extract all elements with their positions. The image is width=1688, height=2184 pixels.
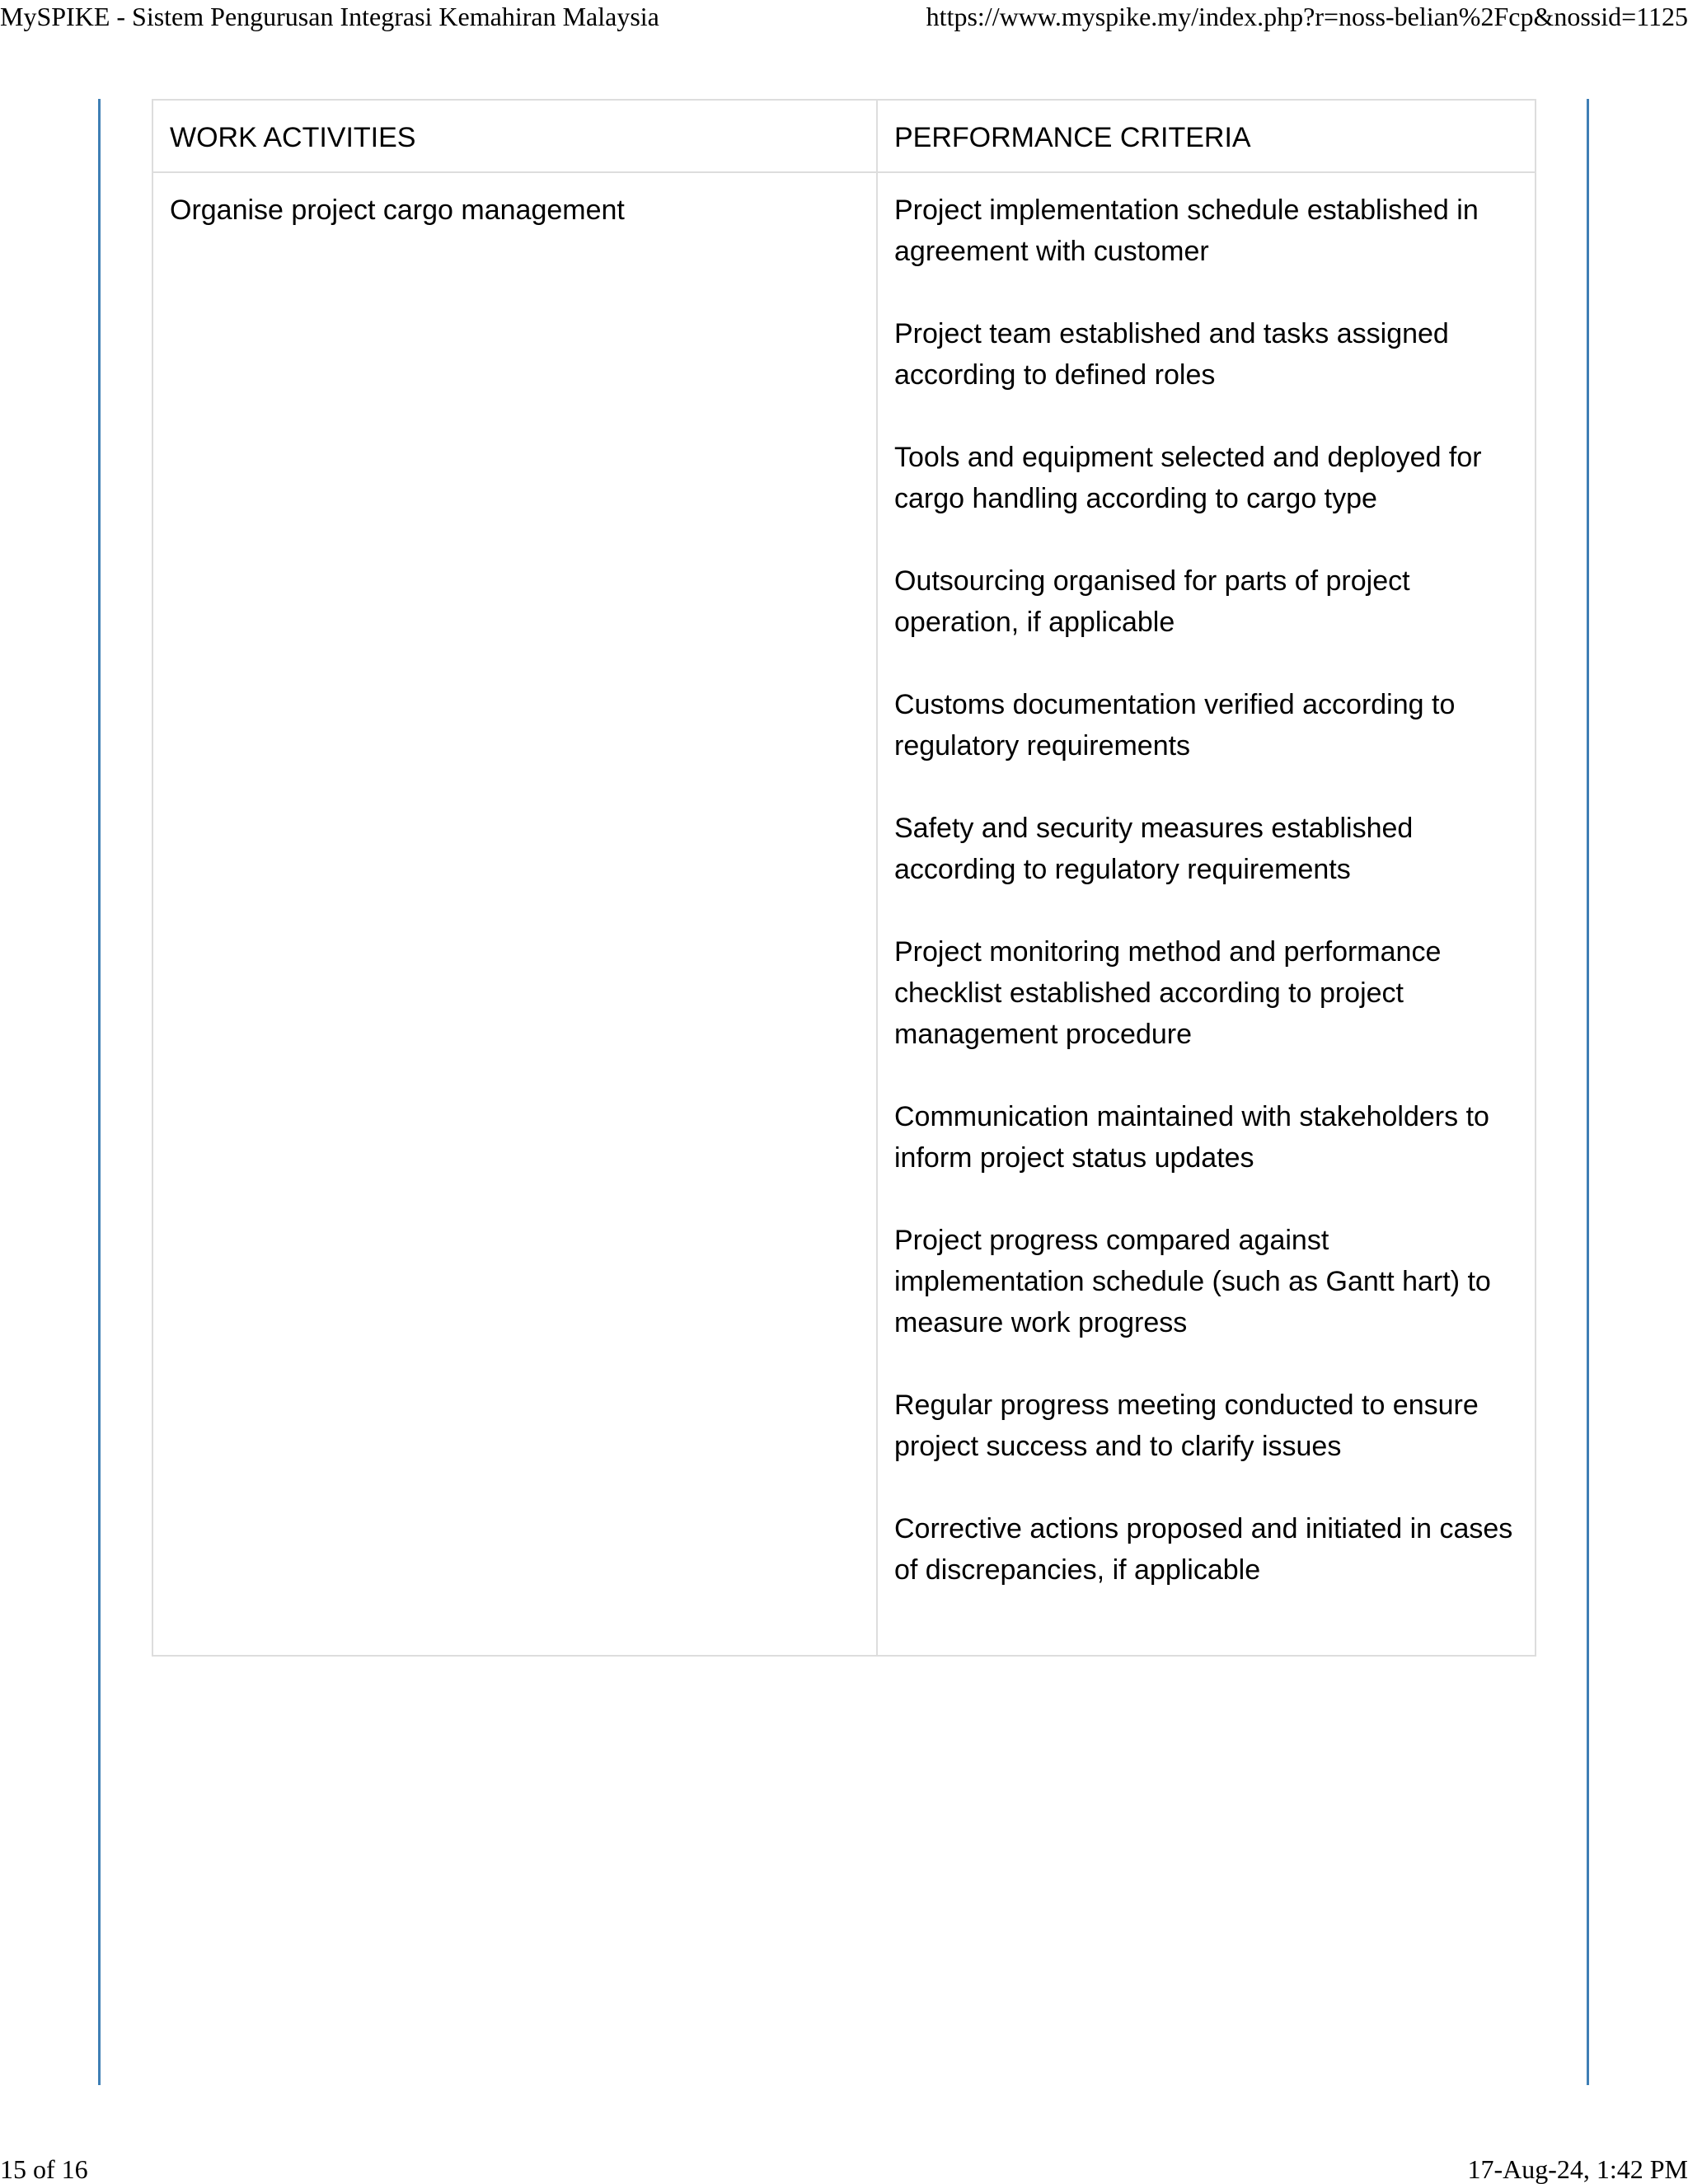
- table-header-row: [152, 100, 1536, 172]
- performance-criterion: Safety and security measures established according to regulatory requirements: [894, 813, 1414, 885]
- performance-criterion: Corrective actions proposed and initiated in cases of discrepancies, if applicable: [894, 1513, 1513, 1586]
- performance-criterion: Project progress compared against implementation schedule (such as Gantt hart) to measure work progress: [894, 1225, 1491, 1338]
- print-header-url: https://www.myspike.my/index.php?r=noss-belian%2Fcp&nossid=1125: [926, 2, 1688, 31]
- left-page-rule: [98, 99, 101, 2085]
- performance-criteria-header: PERFORMANCE CRITERIA: [877, 100, 1536, 172]
- work-activities-table: [152, 99, 1536, 1657]
- performance-criterion: Project implementation schedule established in agreement with customer: [894, 194, 1479, 267]
- work-activity-cell: Organise project cargo management: [152, 172, 877, 1656]
- performance-criterion: Regular progress meeting conducted to ensure project success and to clarify issues: [894, 1390, 1479, 1462]
- performance-criterion: Project team established and tasks assigned according to defined roles: [894, 318, 1449, 391]
- performance-criterion: Outsourcing organised for parts of project operation, if applicable: [894, 565, 1410, 638]
- performance-criterion: Tools and equipment selected and deployed for cargo handling according to cargo type: [894, 442, 1482, 514]
- performance-criteria-cell: [877, 172, 1536, 1656]
- work-activities-header: WORK ACTIVITIES: [152, 100, 877, 172]
- print-footer-page-count: 15 of 16: [0, 2154, 88, 2184]
- print-header-page-title: MySPIKE - Sistem Pengurusan Integrasi Kemahiran Malaysia: [0, 2, 659, 31]
- print-footer-datetime: 17-Aug-24, 1:42 PM: [1467, 2154, 1688, 2184]
- performance-criterion: Project monitoring method and performance checklist established according to project management procedure: [894, 936, 1442, 1050]
- performance-criterion: Communication maintained with stakeholders to inform project status updates: [894, 1101, 1489, 1174]
- performance-criterion: Customs documentation verified according to regulatory requirements: [894, 689, 1456, 762]
- table-row: [152, 172, 1536, 1656]
- right-page-rule: [1587, 99, 1589, 2085]
